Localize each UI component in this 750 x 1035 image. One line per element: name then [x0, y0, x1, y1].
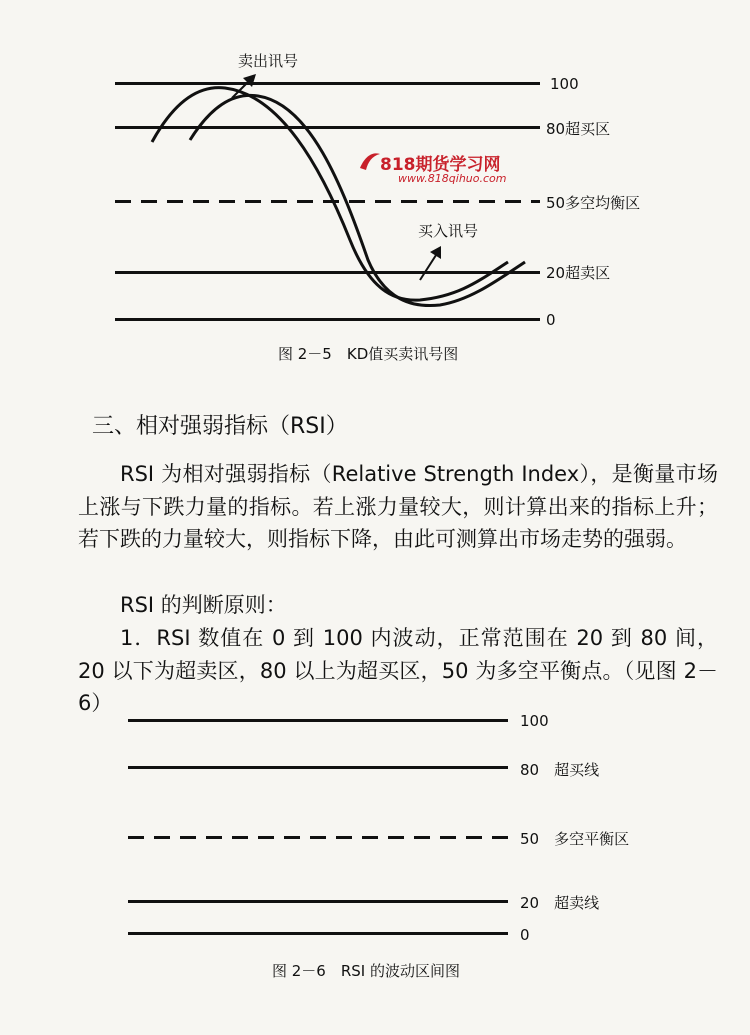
level-80-label: 80超买区	[546, 120, 611, 138]
section-heading: 三、相对强弱指标（RSI）	[92, 414, 348, 439]
rsi-80-line	[128, 766, 508, 769]
rsi-100-label: 100	[520, 712, 549, 730]
d-curve	[190, 95, 525, 305]
rsi-100-line	[128, 719, 508, 722]
rsi-50-dashed-line	[128, 836, 508, 839]
watermark-logo	[358, 150, 528, 190]
buy-signal-label: 买入讯号	[418, 222, 479, 240]
rsi-20-line	[128, 900, 508, 903]
rsi-0-label: 0	[520, 926, 530, 944]
level-50-label: 50多空均衡区	[546, 194, 641, 212]
level-20-label: 20超卖区	[546, 264, 611, 282]
level-100-label: 100	[550, 75, 579, 93]
rsi-principle-1: 1．RSI 数值在 0 到 100 内波动，正常范围在 20 到 80 间，20 以下为超卖区，80 以上为超买区，50 为多空平衡点。（见图 2－6）	[78, 626, 718, 716]
rsi-0-line	[128, 932, 508, 935]
watermark-url: www.818qihuo.com	[398, 172, 507, 185]
watermark-brand: 818期货学习网	[380, 155, 501, 175]
level-0-label: 0	[546, 311, 556, 329]
figure-2-6-caption: 图 2－6 RSI 的波动区间图	[272, 962, 460, 980]
rsi-definition-paragraph: RSI 为相对强弱指标（Relative Strength Index），是衡量市场上涨与下跌力量的指标。若上涨力量较大，则计算出来的指标上升；若下跌的力量较大，则指标下降，由此可测算出市场走势的强弱。	[78, 462, 718, 552]
rsi-50-label: 50 多空平衡区	[520, 830, 630, 848]
figure-2-5-caption: 图 2－5 KD值买卖讯号图	[278, 345, 459, 363]
sell-signal-label: 卖出讯号	[238, 52, 299, 70]
rsi-80-label: 80 超买线	[520, 761, 600, 779]
rsi-principles-label: RSI 的判断原则：	[120, 593, 287, 617]
rsi-20-label: 20 超卖线	[520, 894, 600, 912]
buy-arrow	[420, 246, 441, 280]
logo-swoosh-icon	[358, 150, 382, 172]
